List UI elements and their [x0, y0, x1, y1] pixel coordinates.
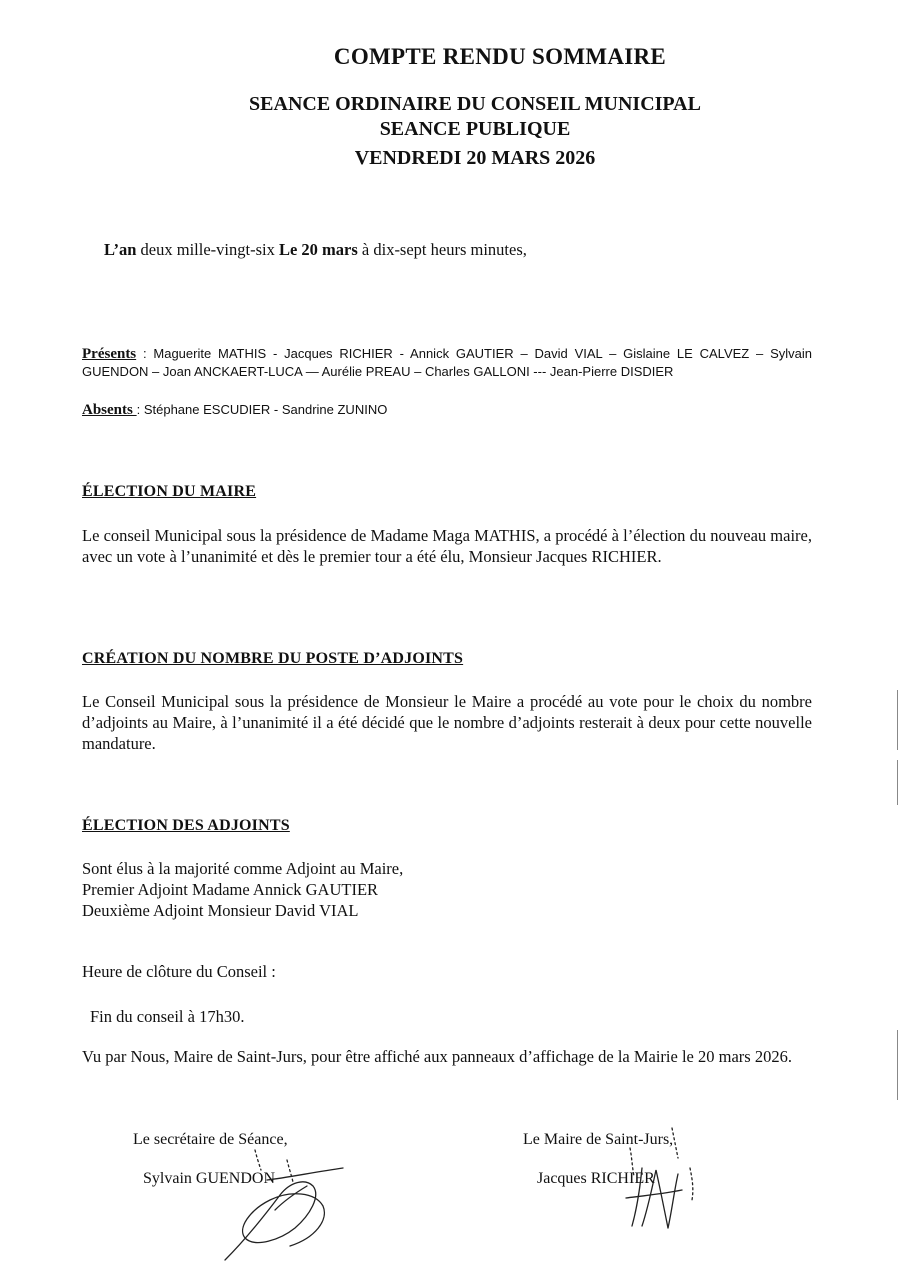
session-type: SEANCE ORDINAIRE DU CONSEIL MUNICIPAL: [249, 93, 701, 115]
opening-date: Le 20 mars: [278, 240, 358, 259]
deuxieme-adjoint: Deuxième Adjoint Monsieur David VIAL: [82, 901, 359, 920]
heading-election-maire: ÉLECTION DU MAIRE: [82, 483, 257, 500]
secretary-name: Sylvain GUENDON: [143, 1170, 275, 1187]
opening-time: à dix-sept heurs minutes,: [357, 240, 527, 259]
mayor-title: Le Maire de Saint-Jurs,: [523, 1131, 674, 1148]
adjoints-intro: Sont élus à la majorité comme Adjoint au Maire,: [82, 859, 404, 878]
vu-par-notice: Vu par Nous, Maire de Saint-Jurs, pour être affiché aux panneaux d’affichage de la Mairie le 20 mars 2026.: [82, 1047, 792, 1066]
opening-line: [104, 240, 527, 260]
body-creation-adjoints: Le Conseil Municipal sous la présidence de Monsieur le Maire a procédé au vote pour le choix du nombre d’adjoints au Maire, à l’unanimité il a été décidé que le nombre d’adjoints resterait à deux pour cette nouvelle mandature.: [82, 692, 812, 753]
fin-conseil: Fin du conseil à 17h30.: [90, 1007, 245, 1026]
scan-edge-mark: [897, 690, 898, 750]
secretary-title: Le secrétaire de Séance,: [133, 1131, 288, 1148]
premier-adjoint: Premier Adjoint Madame Annick GAUTIER: [82, 880, 379, 899]
absent-label: Absents: [82, 402, 137, 418]
opening-prefix: L’an: [104, 240, 137, 259]
body-election-adjoints: [82, 858, 403, 921]
scan-edge-mark: [897, 760, 898, 805]
present-names: : Maguerite MATHIS - Jacques RICHIER - Annick GAUTIER – David VIAL – Gislaine LE CALVEZ – Sylvain GUENDON – Joan ANCKAERT-LUCA — Aurélie PREAU – Charles GALLONI --- Jean-Pierre DISDIER: [82, 346, 812, 379]
opening-year: deux mille-vingt-six: [136, 240, 279, 259]
session-visibility: SEANCE PUBLIQUE: [379, 118, 571, 140]
present-label: Présents: [82, 346, 137, 362]
heading-creation-adjoints: CRÉATION DU NOMBRE DU POSTE D’ADJOINTS: [82, 650, 464, 667]
page-title: COMPTE RENDU SOMMAIRE: [333, 44, 667, 69]
heading-election-adjoints: ÉLECTION DES ADJOINTS: [82, 817, 290, 834]
present-members: [82, 345, 812, 380]
session-date: VENDREDI 20 MARS 2026: [354, 147, 596, 169]
absent-names: : Stéphane ESCUDIER - Sandrine ZUNINO: [136, 402, 388, 417]
cloture-label: Heure de clôture du Conseil :: [82, 962, 276, 981]
mayor-signature-icon: [612, 1118, 712, 1238]
secretary-signature-icon: [215, 1120, 355, 1270]
mayor-name: Jacques RICHIER: [537, 1170, 655, 1187]
body-election-maire: Le conseil Municipal sous la présidence de Madame Maga MATHIS, a procédé à l’élection du nouveau maire, avec un vote à l’unanimité et dès le premier tour a été élu, Monsieur Jacques RICHIER.: [82, 526, 812, 566]
scan-edge-mark: [897, 1030, 898, 1100]
absent-members: [82, 401, 812, 419]
